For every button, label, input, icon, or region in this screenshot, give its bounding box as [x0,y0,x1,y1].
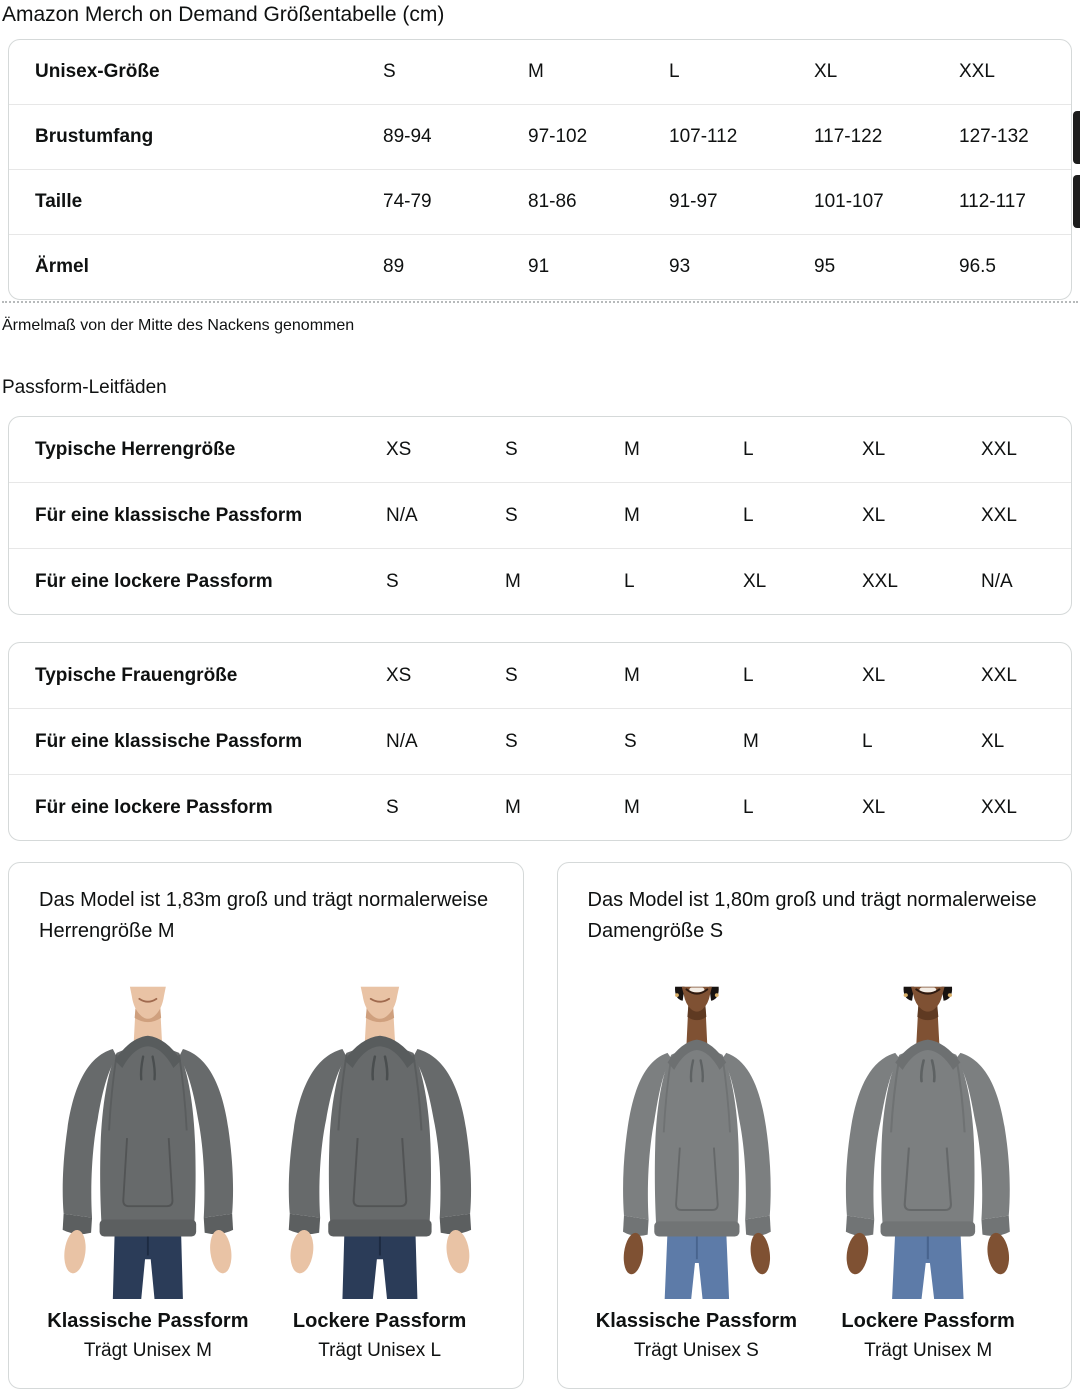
row-label: Für eine klassische Passform [35,504,303,526]
cell: 89-94 [383,126,432,147]
table-header-row [9,40,1071,104]
cell: XXL [862,570,898,592]
column-header: Unisex-Größe [35,61,160,82]
table-row [9,234,1071,299]
cell: L [743,438,754,460]
cell: L [743,664,754,686]
fit-name: Klassische Passform [47,1310,249,1332]
model-figure [271,969,489,1362]
cell: L [624,570,635,592]
cell: S [386,796,399,818]
column-header: S [383,61,396,82]
cell: 107-112 [669,126,738,147]
cell: XXL [981,796,1017,818]
model-figure [39,969,257,1362]
cell: 97-102 [528,126,588,147]
row-label: Für eine klassische Passform [35,730,303,752]
cell: 91 [528,256,550,277]
cell: 95 [814,256,836,277]
cell: XL [862,504,886,526]
cell: M [505,570,521,592]
cell: XXL [981,504,1017,526]
model-cards-row [8,862,1072,1389]
fit-name: Klassische Passform [595,1310,797,1332]
row-label: Für eine lockere Passform [35,570,273,592]
row-label: Typische Herrengröße [35,438,236,460]
page-title: Amazon Merch on Demand Größentabelle (cm) [2,3,445,26]
cell: L [862,730,873,752]
table-row [9,482,1071,548]
cell: S [505,730,518,752]
cell: XL [862,664,886,686]
cell: 93 [669,256,691,277]
size-table [8,39,1072,300]
fit-size: Trägt Unisex M [864,1340,993,1361]
cell: L [743,504,754,526]
cell: XS [386,438,412,460]
cell: N/A [386,504,418,526]
table-row [9,774,1071,840]
fit-size: Trägt Unisex M [83,1340,212,1361]
cell: XXL [981,664,1017,686]
model-photos [588,969,1038,1362]
mens-loose-fit-photo [271,969,489,1299]
row-label: Taille [35,191,83,212]
fit-size: Trägt Unisex S [633,1340,759,1361]
sleeve-measure-note: Ärmelmaß von der Mitte des Nackens genommen [2,317,355,334]
cell: S [505,438,518,460]
cell: XXL [981,438,1017,460]
fit-name: Lockere Passform [292,1310,467,1332]
fit-name: Lockere Passform [841,1310,1015,1332]
womens-loose-fit-photo [819,969,1037,1299]
cell: L [743,796,754,818]
table-row [9,548,1071,614]
table-row [9,104,1071,169]
row-label: Für eine lockere Passform [35,796,273,818]
cell: M [624,438,640,460]
column-header: L [669,61,680,82]
cell: XL [862,796,886,818]
cell: S [505,664,518,686]
table-row [9,708,1071,774]
model-figure [588,969,806,1362]
fit-size: Trägt Unisex L [318,1340,442,1361]
cell: M [505,796,521,818]
model-figure [819,969,1037,1362]
divider [2,301,1078,303]
cell: N/A [981,570,1013,592]
cell: 74-79 [383,191,432,212]
womens-fit-table [8,642,1072,841]
cell: M [743,730,759,752]
cell: N/A [386,730,418,752]
table-row [9,643,1071,708]
mens-fit-table [8,416,1072,615]
model-card-heading: Das Model ist 1,83m groß und trägt normalerweise Herrengröße M [39,889,489,942]
womens-model-card [557,862,1073,1389]
mens-model-card [8,862,524,1389]
cell: 81-86 [528,191,577,212]
column-header: XL [814,61,838,82]
cell: M [624,664,640,686]
cell: 89 [383,256,405,277]
cell: S [505,504,518,526]
cell: S [624,730,637,752]
cell: M [624,796,640,818]
fit-guides-heading: Passform-Leitfäden [2,377,167,398]
cell: 127-132 [959,126,1029,147]
table-row [9,169,1071,234]
column-header: XXL [959,61,995,82]
cell: 91-97 [669,191,718,212]
cell: 117-122 [814,126,883,147]
mens-classic-fit-photo [39,969,257,1299]
row-label: Typische Frauengröße [35,664,238,686]
cell: M [624,504,640,526]
model-photos [39,969,489,1362]
table-row [9,417,1071,482]
column-header: M [528,61,544,82]
model-card-heading: Das Model ist 1,80m groß und trägt normalerweise Damengröße S [587,889,1037,942]
scrollbar-thumb[interactable] [1073,111,1080,164]
cell: S [386,570,399,592]
womens-classic-fit-photo [588,969,806,1299]
cell: XL [743,570,767,592]
cell: XS [386,664,412,686]
cell: 112-117 [959,191,1026,212]
cell: 96.5 [959,256,996,277]
scrollbar-thumb[interactable] [1073,175,1080,228]
row-label: Brustumfang [35,126,154,147]
cell: 101-107 [814,191,884,212]
row-label: Ärmel [35,256,89,277]
cell: XL [862,438,886,460]
cell: XL [981,730,1005,752]
